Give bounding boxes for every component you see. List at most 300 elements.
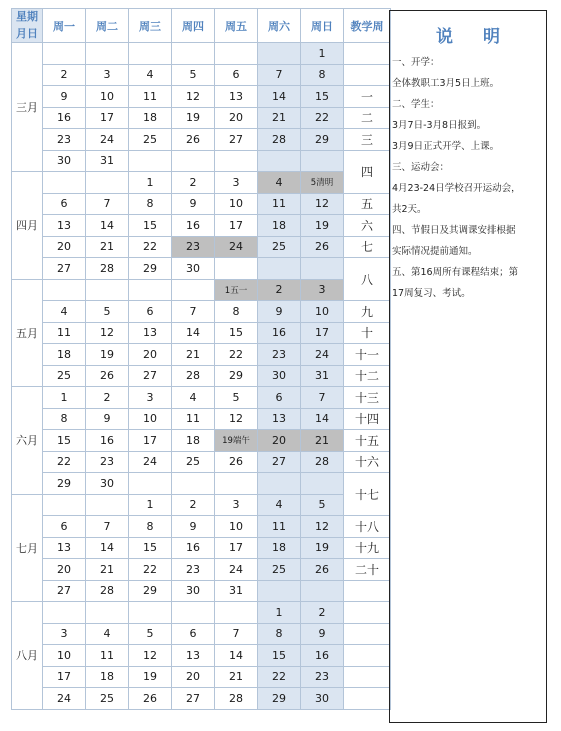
day-cell: 28 <box>86 258 129 280</box>
day-cell <box>86 494 129 516</box>
teaching-week-cell <box>344 602 391 624</box>
month-label: 五月 <box>12 279 43 387</box>
notes-title: 说 明 <box>436 27 512 47</box>
day-cell: 10 <box>215 193 258 215</box>
day-cell <box>86 43 129 65</box>
day-cell: 22 <box>43 451 86 473</box>
day-cell: 22 <box>258 666 301 688</box>
day-cell: 12 <box>86 322 129 344</box>
calendar-row <box>12 473 391 495</box>
day-cell: 24 <box>215 236 258 258</box>
day-cell <box>172 279 215 301</box>
calendar-row <box>12 172 391 194</box>
day-cell: 17 <box>301 322 344 344</box>
day-cell: 29 <box>43 473 86 495</box>
day-cell: 12 <box>301 516 344 538</box>
day-cell: 2 <box>43 64 86 86</box>
day-cell: 3 <box>129 387 172 409</box>
day-cell: 1 <box>301 43 344 65</box>
day-cell: 11 <box>172 408 215 430</box>
day-cell: 1五一 <box>215 279 258 301</box>
calendar-row <box>12 602 391 624</box>
notes-panel <box>389 10 547 723</box>
weekday-header: 周日 <box>301 9 344 43</box>
day-cell: 15 <box>43 430 86 452</box>
teaching-week-cell <box>344 623 391 645</box>
day-cell: 4 <box>258 494 301 516</box>
day-cell: 11 <box>258 516 301 538</box>
month-label: 八月 <box>12 602 43 710</box>
day-cell: 27 <box>172 688 215 710</box>
day-cell: 25 <box>258 236 301 258</box>
day-cell: 19 <box>129 666 172 688</box>
notes-line: 4月23-24日学校召开运动会， <box>392 183 521 194</box>
day-cell: 4 <box>43 301 86 323</box>
day-cell: 4 <box>258 172 301 194</box>
day-cell <box>301 580 344 602</box>
day-cell: 8 <box>301 64 344 86</box>
day-cell: 23 <box>172 236 215 258</box>
calendar-row <box>12 623 391 645</box>
teaching-week-cell: 十九 <box>344 537 391 559</box>
day-cell <box>129 150 172 172</box>
teaching-week-cell: 十一 <box>344 344 391 366</box>
day-cell: 19 <box>301 215 344 237</box>
day-cell: 24 <box>301 344 344 366</box>
day-cell: 16 <box>172 537 215 559</box>
day-cell: 19端午 <box>215 430 258 452</box>
day-cell: 14 <box>172 322 215 344</box>
day-cell: 17 <box>215 215 258 237</box>
day-cell <box>215 473 258 495</box>
teaching-week-cell: 二 <box>344 107 391 129</box>
day-cell <box>129 473 172 495</box>
day-cell: 8 <box>129 516 172 538</box>
teaching-week-cell <box>344 64 391 86</box>
day-cell: 15 <box>215 322 258 344</box>
day-cell: 27 <box>215 129 258 151</box>
teaching-week-cell: 十五 <box>344 430 391 452</box>
calendar-row <box>12 322 391 344</box>
teaching-week-cell: 六 <box>344 215 391 237</box>
month-label: 七月 <box>12 494 43 602</box>
day-cell: 5 <box>301 494 344 516</box>
day-cell: 30 <box>86 473 129 495</box>
day-cell: 11 <box>86 645 129 667</box>
day-cell <box>215 150 258 172</box>
day-cell <box>129 43 172 65</box>
teaching-week-cell: 十四 <box>344 408 391 430</box>
day-cell: 10 <box>301 301 344 323</box>
day-cell: 26 <box>172 129 215 151</box>
day-cell: 6 <box>43 193 86 215</box>
calendar-row <box>12 365 391 387</box>
day-cell: 3 <box>215 172 258 194</box>
day-cell: 16 <box>258 322 301 344</box>
day-cell: 22 <box>129 559 172 581</box>
day-cell: 23 <box>43 129 86 151</box>
day-cell <box>172 473 215 495</box>
day-cell: 23 <box>86 451 129 473</box>
notes-line: 三、运动会： <box>392 162 450 173</box>
day-cell: 25 <box>129 129 172 151</box>
calendar-row <box>12 516 391 538</box>
day-cell: 18 <box>86 666 129 688</box>
notes-lines <box>390 52 546 304</box>
calendar-row <box>12 666 391 688</box>
weekday-header: 周二 <box>86 9 129 43</box>
teaching-week-cell: 十二 <box>344 365 391 387</box>
day-cell: 15 <box>301 86 344 108</box>
day-cell: 19 <box>301 537 344 559</box>
day-cell: 21 <box>215 666 258 688</box>
teaching-week-cell <box>344 688 391 710</box>
day-cell: 4 <box>86 623 129 645</box>
day-cell: 28 <box>86 580 129 602</box>
calendar-row <box>12 43 391 65</box>
teaching-week-cell: 一 <box>344 86 391 108</box>
day-cell: 1 <box>129 172 172 194</box>
teaching-week-cell: 八 <box>344 258 391 301</box>
day-cell: 24 <box>215 559 258 581</box>
teaching-week-header: 教学周 <box>344 9 391 43</box>
day-cell <box>43 43 86 65</box>
day-cell <box>301 258 344 280</box>
day-cell: 17 <box>129 430 172 452</box>
day-cell <box>43 279 86 301</box>
day-cell: 11 <box>43 322 86 344</box>
day-cell: 24 <box>129 451 172 473</box>
day-cell: 30 <box>172 580 215 602</box>
corner-header <box>12 9 43 43</box>
teaching-week-cell: 十七 <box>344 473 391 516</box>
day-cell: 6 <box>172 623 215 645</box>
notes-line: 四、节假日及其调课安排根据 <box>392 225 516 236</box>
day-cell: 28 <box>258 129 301 151</box>
day-cell: 25 <box>172 451 215 473</box>
day-cell: 18 <box>129 107 172 129</box>
day-cell: 8 <box>43 408 86 430</box>
day-cell: 3 <box>43 623 86 645</box>
day-cell: 9 <box>172 193 215 215</box>
teaching-week-cell: 十六 <box>344 451 391 473</box>
day-cell: 20 <box>172 666 215 688</box>
day-cell: 22 <box>129 236 172 258</box>
day-cell <box>86 172 129 194</box>
day-cell: 10 <box>86 86 129 108</box>
day-cell <box>301 150 344 172</box>
day-cell: 14 <box>215 645 258 667</box>
day-cell: 19 <box>86 344 129 366</box>
day-cell: 25 <box>258 559 301 581</box>
day-cell: 16 <box>172 215 215 237</box>
day-cell: 9 <box>258 301 301 323</box>
day-cell: 7 <box>258 64 301 86</box>
weekday-header: 周三 <box>129 9 172 43</box>
day-cell: 2 <box>172 494 215 516</box>
day-cell: 11 <box>129 86 172 108</box>
calendar-row <box>12 688 391 710</box>
teaching-week-cell: 五 <box>344 193 391 215</box>
calendar-row <box>12 129 391 151</box>
day-cell: 30 <box>258 365 301 387</box>
day-cell: 27 <box>258 451 301 473</box>
calendar-row <box>12 537 391 559</box>
day-cell: 15 <box>258 645 301 667</box>
day-cell: 20 <box>215 107 258 129</box>
day-cell: 30 <box>172 258 215 280</box>
day-cell: 1 <box>258 602 301 624</box>
day-cell: 13 <box>172 645 215 667</box>
calendar-row <box>12 580 391 602</box>
day-cell <box>43 172 86 194</box>
day-cell: 18 <box>258 215 301 237</box>
notes-line: 五、第16周所有课程结束；第 <box>392 267 519 278</box>
day-cell: 1 <box>129 494 172 516</box>
day-cell: 29 <box>129 580 172 602</box>
day-cell <box>215 602 258 624</box>
day-cell: 21 <box>86 559 129 581</box>
day-cell: 20 <box>43 559 86 581</box>
calendar-row <box>12 64 391 86</box>
day-cell: 27 <box>129 365 172 387</box>
weekday-header: 周五 <box>215 9 258 43</box>
weekday-header: 周四 <box>172 9 215 43</box>
day-cell: 28 <box>301 451 344 473</box>
day-cell: 8 <box>258 623 301 645</box>
day-cell: 7 <box>86 193 129 215</box>
day-cell: 26 <box>301 559 344 581</box>
day-cell: 4 <box>172 387 215 409</box>
day-cell: 5 <box>172 64 215 86</box>
day-cell: 26 <box>129 688 172 710</box>
calendar-row <box>12 215 391 237</box>
day-cell: 7 <box>172 301 215 323</box>
teaching-week-cell: 二十 <box>344 559 391 581</box>
day-cell: 28 <box>215 688 258 710</box>
calendar-row <box>12 645 391 667</box>
day-cell: 29 <box>258 688 301 710</box>
day-cell: 29 <box>301 129 344 151</box>
day-cell <box>258 43 301 65</box>
day-cell: 2 <box>86 387 129 409</box>
teaching-week-cell <box>344 580 391 602</box>
day-cell: 9 <box>86 408 129 430</box>
day-cell: 6 <box>43 516 86 538</box>
day-cell: 17 <box>43 666 86 688</box>
day-cell: 3 <box>215 494 258 516</box>
day-cell: 16 <box>86 430 129 452</box>
calendar-row <box>12 494 391 516</box>
day-cell: 14 <box>258 86 301 108</box>
day-cell: 10 <box>129 408 172 430</box>
notes-line: 实际情况提前通知。 <box>392 246 478 257</box>
day-cell: 21 <box>301 430 344 452</box>
day-cell <box>215 258 258 280</box>
calendar-row <box>12 150 391 172</box>
day-cell: 13 <box>43 215 86 237</box>
calendar-row <box>12 559 391 581</box>
calendar-row <box>12 387 391 409</box>
month-label: 六月 <box>12 387 43 495</box>
school-calendar-table <box>11 8 391 710</box>
month-label: 三月 <box>12 43 43 172</box>
day-cell: 28 <box>172 365 215 387</box>
day-cell <box>258 258 301 280</box>
calendar-row <box>12 258 391 280</box>
day-cell: 27 <box>43 580 86 602</box>
day-cell: 17 <box>215 537 258 559</box>
weekday-header: 周六 <box>258 9 301 43</box>
day-cell: 23 <box>172 559 215 581</box>
day-cell: 9 <box>172 516 215 538</box>
day-cell <box>258 473 301 495</box>
day-cell: 21 <box>258 107 301 129</box>
day-cell: 14 <box>86 215 129 237</box>
calendar-row <box>12 430 391 452</box>
day-cell: 22 <box>215 344 258 366</box>
day-cell: 16 <box>43 107 86 129</box>
day-cell: 11 <box>258 193 301 215</box>
calendar-body <box>12 43 391 710</box>
day-cell: 26 <box>301 236 344 258</box>
day-cell: 14 <box>301 408 344 430</box>
day-cell: 22 <box>301 107 344 129</box>
day-cell: 20 <box>43 236 86 258</box>
day-cell: 24 <box>86 129 129 151</box>
teaching-week-cell: 十八 <box>344 516 391 538</box>
day-cell: 2 <box>172 172 215 194</box>
notes-line: 3月7日-3月8日报到。 <box>392 120 487 131</box>
teaching-week-cell <box>344 666 391 688</box>
corner-top-label: 星期 <box>16 10 38 23</box>
teaching-week-cell: 十 <box>344 322 391 344</box>
day-cell: 5 <box>215 387 258 409</box>
notes-line: 二、学生： <box>392 99 440 110</box>
day-cell: 21 <box>86 236 129 258</box>
calendar-row <box>12 301 391 323</box>
day-cell: 12 <box>129 645 172 667</box>
day-cell: 9 <box>43 86 86 108</box>
day-cell: 31 <box>301 365 344 387</box>
day-cell: 9 <box>301 623 344 645</box>
day-cell: 19 <box>172 107 215 129</box>
day-cell: 13 <box>215 86 258 108</box>
day-cell <box>172 43 215 65</box>
day-cell: 13 <box>129 322 172 344</box>
day-cell: 15 <box>129 215 172 237</box>
day-cell: 12 <box>172 86 215 108</box>
day-cell: 23 <box>258 344 301 366</box>
day-cell <box>43 494 86 516</box>
calendar-row <box>12 193 391 215</box>
day-cell: 5 <box>86 301 129 323</box>
calendar-row <box>12 408 391 430</box>
day-cell: 18 <box>172 430 215 452</box>
notes-line: 全体教职工3月5日上班。 <box>392 78 500 89</box>
calendar-row <box>12 107 391 129</box>
day-cell <box>258 150 301 172</box>
day-cell: 30 <box>301 688 344 710</box>
day-cell: 21 <box>172 344 215 366</box>
day-cell <box>129 279 172 301</box>
day-cell: 3 <box>86 64 129 86</box>
day-cell <box>86 279 129 301</box>
notes-line: 一、开学： <box>392 57 440 68</box>
calendar-row <box>12 279 391 301</box>
teaching-week-cell <box>344 645 391 667</box>
day-cell: 25 <box>86 688 129 710</box>
day-cell: 30 <box>43 150 86 172</box>
day-cell: 3 <box>301 279 344 301</box>
day-cell: 17 <box>86 107 129 129</box>
corner-bottom-label: 月日 <box>16 26 38 40</box>
day-cell: 2 <box>301 602 344 624</box>
teaching-week-cell <box>344 43 391 65</box>
calendar-row <box>12 236 391 258</box>
day-cell: 12 <box>301 193 344 215</box>
teaching-week-cell: 四 <box>344 150 391 193</box>
calendar-row <box>12 344 391 366</box>
day-cell: 20 <box>129 344 172 366</box>
day-cell <box>215 43 258 65</box>
teaching-week-cell: 十三 <box>344 387 391 409</box>
day-cell: 13 <box>258 408 301 430</box>
notes-line: 3月9日正式开学、上课。 <box>392 141 500 152</box>
day-cell: 27 <box>43 258 86 280</box>
day-cell: 7 <box>86 516 129 538</box>
day-cell: 31 <box>86 150 129 172</box>
day-cell <box>86 602 129 624</box>
day-cell: 25 <box>43 365 86 387</box>
day-cell: 14 <box>86 537 129 559</box>
day-cell: 6 <box>258 387 301 409</box>
teaching-week-cell: 九 <box>344 301 391 323</box>
day-cell: 10 <box>215 516 258 538</box>
day-cell: 23 <box>301 666 344 688</box>
notes-line: 共2天。 <box>392 204 427 215</box>
day-cell: 18 <box>43 344 86 366</box>
day-cell: 24 <box>43 688 86 710</box>
day-cell: 6 <box>129 301 172 323</box>
notes-line: 17周复习、考试。 <box>392 288 471 299</box>
day-cell: 6 <box>215 64 258 86</box>
weekday-header: 周一 <box>43 9 86 43</box>
day-cell: 2 <box>258 279 301 301</box>
day-cell: 10 <box>43 645 86 667</box>
day-cell: 5 <box>129 623 172 645</box>
day-cell: 26 <box>215 451 258 473</box>
day-cell: 8 <box>129 193 172 215</box>
teaching-week-cell: 七 <box>344 236 391 258</box>
day-cell: 15 <box>129 537 172 559</box>
day-cell: 7 <box>215 623 258 645</box>
day-cell: 29 <box>215 365 258 387</box>
calendar-row <box>12 86 391 108</box>
day-cell: 8 <box>215 301 258 323</box>
day-cell: 31 <box>215 580 258 602</box>
day-cell: 5清明 <box>301 172 344 194</box>
day-cell: 29 <box>129 258 172 280</box>
day-cell: 7 <box>301 387 344 409</box>
day-cell <box>301 473 344 495</box>
month-label: 四月 <box>12 172 43 280</box>
calendar-row <box>12 451 391 473</box>
day-cell <box>43 602 86 624</box>
day-cell <box>258 580 301 602</box>
day-cell: 26 <box>86 365 129 387</box>
day-cell: 4 <box>129 64 172 86</box>
